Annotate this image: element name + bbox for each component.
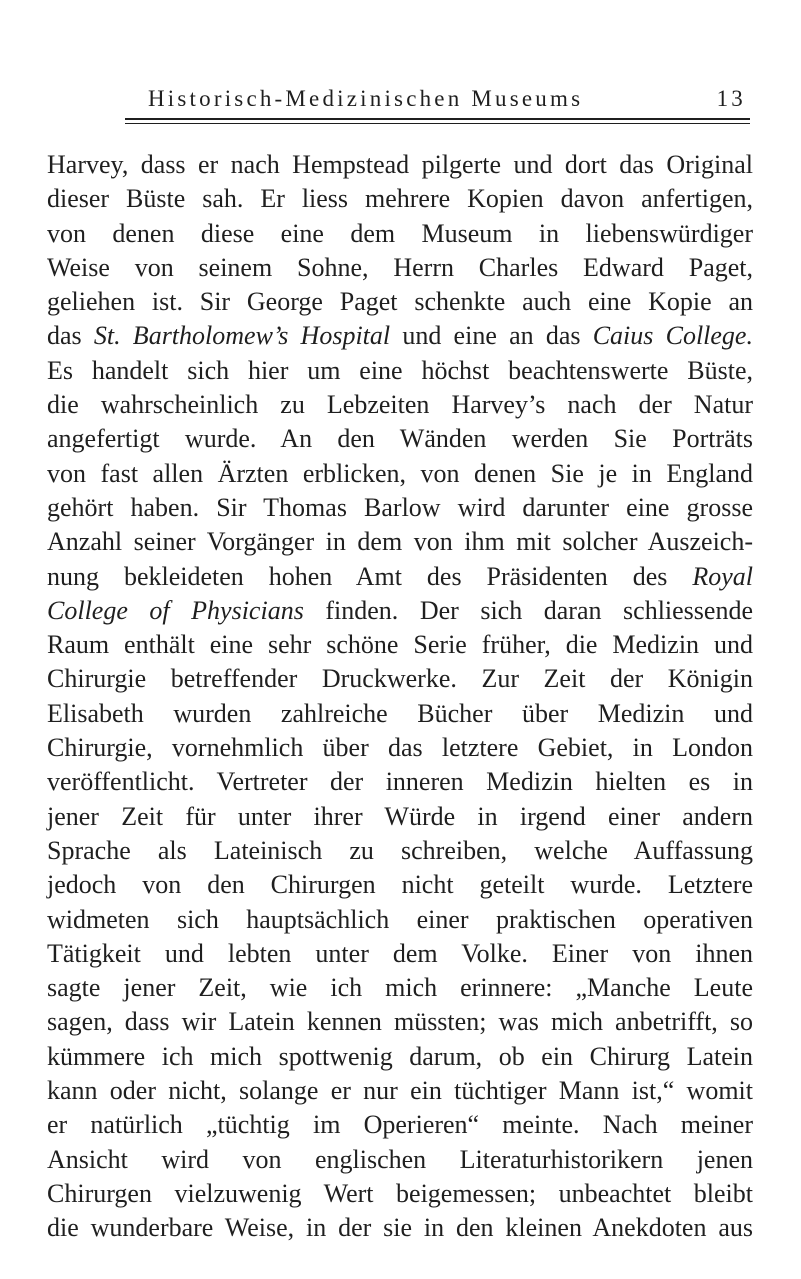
text-segment: sagte jener Zeit, wie ich mich erinnere: „Manche Leute [47, 973, 753, 1003]
text-segment: und eine an das [390, 321, 593, 351]
text-line [47, 1005, 753, 1039]
text-segment: Ansicht wird von englischen Literaturhistorikern jenen [47, 1144, 753, 1174]
text-line [47, 182, 753, 216]
text-line [47, 1040, 753, 1074]
text-line [47, 148, 753, 182]
text-segment: jener Zeit für unter ihrer Würde in irgend einer andern [47, 801, 753, 831]
text-line [47, 1211, 753, 1245]
italic-text-segment: St. Bartholomew’s Hospital [93, 321, 391, 351]
italic-text-segment: College of Physicians [47, 595, 304, 625]
text-segment: Raum enthält eine sehr schöne Serie früher, die Medizin und [47, 630, 753, 660]
text-segment: angefertigt wurde. An den Wänden werden Sie Porträts [47, 424, 753, 454]
text-segment: die wahrscheinlich zu Lebzeiten Harvey’s nach der Natur [47, 390, 753, 420]
text-segment: jedoch von den Chirurgen nicht geteilt wurde. Letztere [47, 870, 753, 900]
text-segment: Elisabeth wurden zahlreiche Bücher über Medizin und [47, 698, 753, 728]
text-line [47, 1074, 753, 1108]
running-title: Historisch-Medizinischen Museums [148, 86, 584, 111]
text-segment: kümmere ich mich spottwenig darum, ob ein Chirurg Latein [47, 1041, 753, 1071]
text-line [47, 868, 753, 902]
text-segment: dieser Büste sah. Er liess mehrere Kopien davon anfertigen, [47, 184, 753, 214]
text-segment: Anzahl seiner Vorgänger in dem von ihm mit solcher Auszeich- [47, 527, 753, 557]
text-line [47, 731, 753, 765]
text-line [47, 594, 753, 628]
text-segment: von fast allen Ärzten erblicken, von denen Sie je in England [47, 458, 753, 488]
running-head [148, 84, 746, 114]
text-segment: widmeten sich hauptsächlich einer praktischen operativen [47, 904, 753, 934]
text-line [47, 1143, 753, 1177]
text-segment: Sprache als Lateinisch zu schreiben, welche Auffassung [47, 835, 753, 865]
text-line [47, 765, 753, 799]
text-segment: das [47, 321, 94, 351]
text-line [47, 628, 753, 662]
italic-text-segment: Royal [692, 561, 753, 591]
text-segment: kann oder nicht, solange er nur ein tüchtiger Mann ist,“ womit [47, 1076, 753, 1106]
text-line [47, 525, 753, 559]
text-segment: Tätigkeit und lebten unter dem Volke. Einer von ihnen [47, 938, 753, 968]
text-segment: geliehen ist. Sir George Paget schenkte auch eine Kopie an [47, 287, 753, 317]
italic-text-segment: Caius College. [592, 321, 753, 351]
text-line [47, 217, 753, 251]
text-line [47, 560, 753, 594]
text-segment: Chirurgen vielzuwenig Wert beigemessen; unbeachtet bleibt [47, 1178, 753, 1208]
text-line [47, 697, 753, 731]
text-line [47, 937, 753, 971]
text-segment: sagen, dass wir Latein kennen müssten; was mich anbetrifft, so [47, 1007, 753, 1037]
text-line [47, 971, 753, 1005]
text-line [47, 285, 753, 319]
text-segment: nung bekleideten hohen Amt des Präsidenten des [47, 561, 693, 591]
text-line [47, 354, 753, 388]
text-line [47, 422, 753, 456]
text-line [47, 834, 753, 868]
text-line [47, 251, 753, 285]
text-segment: Es handelt sich hier um eine höchst beachtenswerte Büste, [47, 355, 753, 385]
text-segment: finden. Der sich daran schliessende [303, 595, 753, 625]
text-segment: Chirurgie, vornehmlich über das letztere Gebiet, in London [47, 733, 753, 763]
body-paragraph [47, 148, 753, 1246]
text-segment: von denen diese eine dem Museum in liebenswürdiger [47, 218, 753, 248]
text-line [47, 388, 753, 422]
text-line [47, 457, 753, 491]
text-line [47, 1108, 753, 1142]
text-line [47, 491, 753, 525]
header-rule-thick [125, 118, 750, 120]
text-line [47, 1177, 753, 1211]
text-segment: die wunderbare Weise, in der sie in den kleinen Anekdoten aus [47, 1213, 753, 1243]
text-segment: gehört haben. Sir Thomas Barlow wird darunter eine grosse [47, 492, 753, 522]
text-line [47, 800, 753, 834]
text-line [47, 903, 753, 937]
text-line [47, 662, 753, 696]
text-segment: veröffentlicht. Vertreter der inneren Medizin hielten es in [47, 767, 753, 797]
page-number: 13 [716, 86, 746, 111]
text-line [47, 319, 753, 353]
text-segment: Chirurgie betreffender Druckwerke. Zur Zeit der Königin [47, 664, 753, 694]
text-segment: Harvey, dass er nach Hempstead pilgerte und dort das Original [47, 150, 753, 179]
text-segment: er natürlich „tüchtig im Operieren“ meinte. Nach meiner [47, 1110, 753, 1140]
header-rule-thin [125, 123, 750, 124]
text-segment: Weise von seinem Sohne, Herrn Charles Edward Paget, [47, 252, 753, 282]
